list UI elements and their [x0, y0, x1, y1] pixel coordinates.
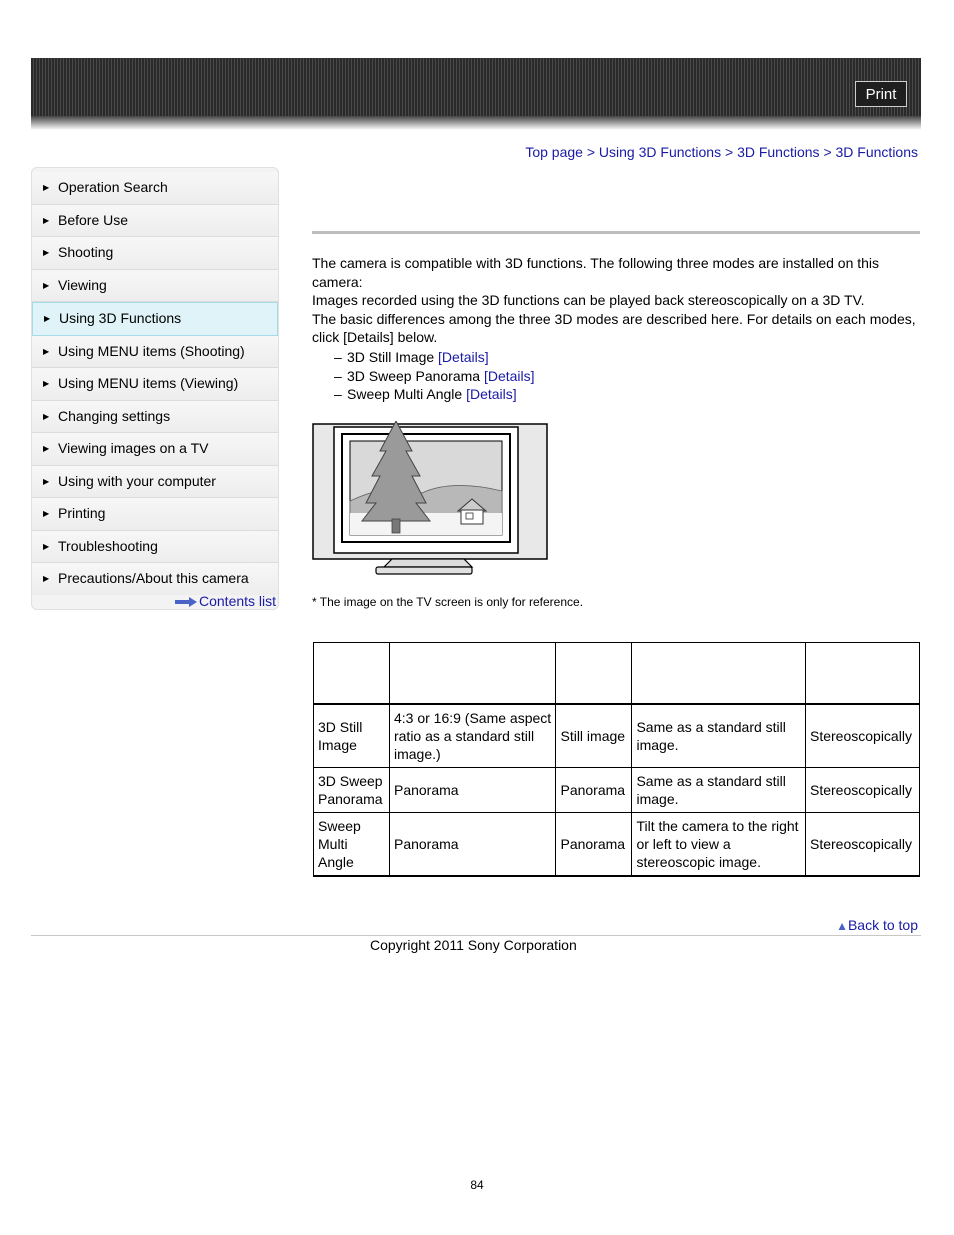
breadcrumb-top-page[interactable]: Top page	[525, 144, 583, 160]
table-row	[314, 768, 920, 813]
page-number: 84	[470, 1178, 484, 1192]
sidebar-item-printing[interactable]	[32, 498, 278, 531]
sidebar-item-label: Before Use	[58, 211, 129, 228]
list-item	[334, 367, 535, 386]
triangle-right-icon: ▶	[43, 574, 50, 583]
table-header-cell	[389, 643, 556, 705]
footer-divider	[31, 935, 921, 936]
triangle-right-icon: ▶	[43, 509, 50, 518]
list-item	[334, 385, 535, 404]
triangle-right-icon: ▶	[43, 541, 50, 551]
contents-list-link[interactable]	[175, 593, 276, 609]
modes-comparison-table	[313, 642, 920, 877]
table-cell: Same as a standard still image.	[632, 768, 806, 813]
triangle-right-icon: ▶	[43, 379, 50, 388]
table-cell: Sweep Multi Angle	[314, 813, 390, 877]
sidebar-item-viewing-on-tv[interactable]	[32, 433, 278, 466]
sidebar-item-label: Using with your computer	[58, 472, 216, 489]
sidebar-item-label: Using MENU items (Viewing)	[58, 375, 239, 391]
breadcrumb-separator: >	[724, 144, 734, 160]
breadcrumb-separator: >	[586, 144, 596, 160]
mode-name: 3D Sweep Panorama	[347, 367, 481, 384]
breadcrumb	[525, 144, 918, 160]
table-cell: 3D Still Image	[314, 704, 390, 768]
sidebar-item-menu-viewing[interactable]	[32, 368, 278, 401]
contents-list-label: Contents list	[199, 593, 277, 609]
copyright: Copyright 2011 Sony Corporation	[370, 937, 577, 953]
details-link[interactable]: [Details]	[483, 367, 535, 384]
tv-illustration	[312, 421, 548, 579]
sidebar-item-label: Troubleshooting	[58, 537, 158, 554]
intro-paragraph: The basic differences among the three 3D modes are described here. For details on each modes, click [Details] below.	[312, 310, 916, 345]
table-header-cell	[314, 643, 390, 705]
footnote: * The image on the TV screen is only for reference.	[312, 595, 584, 609]
print-button[interactable]: Print	[855, 81, 907, 107]
sidebar-item-operation-search[interactable]	[32, 172, 278, 205]
sidebar-item-troubleshooting[interactable]	[32, 531, 278, 564]
back-to-top-link[interactable]	[836, 917, 918, 933]
table-row	[314, 813, 920, 877]
table-cell: 4:3 or 16:9 (Same aspect ratio as a standard still image.)	[389, 704, 556, 768]
table-cell: Stereoscopically	[806, 768, 920, 813]
triangle-right-icon: ▶	[43, 444, 50, 453]
intro-paragraph: Images recorded using the 3D functions can be played back stereoscopically on a 3D TV.	[312, 292, 865, 308]
sidebar-item-precautions[interactable]	[32, 563, 278, 595]
back-to-top-label: Back to top	[847, 917, 918, 933]
table-header-row	[314, 643, 920, 705]
table-cell: Same as a standard still image.	[632, 704, 806, 768]
sidebar-item-using-computer[interactable]	[32, 466, 278, 499]
triangle-right-icon: ▶	[43, 476, 50, 486]
table-cell: Tilt the camera to the right or left to view a stereoscopic image.	[632, 813, 806, 877]
triangle-right-icon: ▶	[43, 280, 50, 290]
table-cell: Stereoscopically	[806, 704, 920, 768]
triangle-right-icon: ▶	[43, 183, 50, 192]
table-cell: 3D Sweep Panorama	[314, 768, 390, 813]
sidebar-item-changing-settings[interactable]	[32, 401, 278, 434]
breadcrumb-3d-functions[interactable]: 3D Functions	[737, 144, 820, 160]
sidebar-item-using-3d-functions[interactable]	[32, 302, 278, 336]
details-link[interactable]: [Details]	[438, 349, 489, 365]
sidebar-item-label: Viewing	[58, 276, 107, 293]
table-cell: Still image	[556, 704, 632, 768]
sidebar-nav	[31, 167, 279, 610]
header-banner	[31, 58, 921, 130]
intro-text	[312, 254, 918, 347]
sidebar-item-label: Using 3D Functions	[59, 310, 182, 326]
triangle-right-icon: ▶	[43, 411, 50, 421]
dash-bullet: –	[334, 349, 342, 365]
table-cell: Panorama	[389, 813, 556, 877]
list-item	[334, 348, 535, 367]
mode-name: 3D Still Image	[347, 349, 435, 365]
breadcrumb-current-page[interactable]: 3D Functions	[835, 144, 918, 160]
table-cell: Stereoscopically	[806, 813, 920, 877]
triangle-up-icon: ▲	[836, 919, 848, 933]
mode-list	[334, 348, 535, 404]
table-row	[314, 704, 920, 768]
triangle-right-icon: ▶	[43, 248, 50, 257]
mode-name: Sweep Multi Angle	[347, 386, 463, 402]
table-cell: Panorama	[556, 813, 632, 877]
breadcrumb-separator: >	[823, 144, 832, 160]
sidebar-item-menu-shooting[interactable]	[32, 336, 278, 369]
table-header-cell	[632, 643, 806, 705]
title-divider	[312, 231, 920, 234]
intro-paragraph: The camera is compatible with 3D functions. The following three modes are installed on this camera:	[312, 255, 880, 290]
table-cell: Panorama	[556, 768, 632, 813]
sidebar-item-shooting[interactable]	[32, 237, 278, 270]
sidebar-item-label: Printing	[58, 505, 106, 521]
sidebar-item-label: Using MENU items (Shooting)	[58, 342, 245, 359]
sidebar-item-label: Precautions/About this camera	[58, 570, 249, 586]
sidebar-item-before-use[interactable]	[32, 205, 278, 238]
sidebar-item-label: Changing settings	[58, 407, 171, 424]
sidebar-item-viewing[interactable]	[32, 270, 278, 303]
sidebar-item-label: Shooting	[58, 244, 114, 260]
arrow-right-icon	[175, 597, 197, 607]
triangle-right-icon: ▶	[43, 346, 50, 356]
dash-bullet: –	[334, 386, 342, 402]
table-header-cell	[556, 643, 632, 705]
details-link[interactable]: [Details]	[466, 386, 517, 402]
triangle-right-icon: ▶	[43, 215, 50, 225]
table-header-cell	[806, 643, 920, 705]
table-cell: Panorama	[389, 768, 556, 813]
dash-bullet: –	[334, 367, 342, 384]
triangle-right-icon: ▶	[44, 314, 51, 323]
breadcrumb-using-3d-functions[interactable]: Using 3D Functions	[598, 144, 722, 160]
sidebar-item-label: Viewing images on a TV	[58, 440, 209, 456]
sidebar-item-label: Operation Search	[58, 179, 168, 195]
